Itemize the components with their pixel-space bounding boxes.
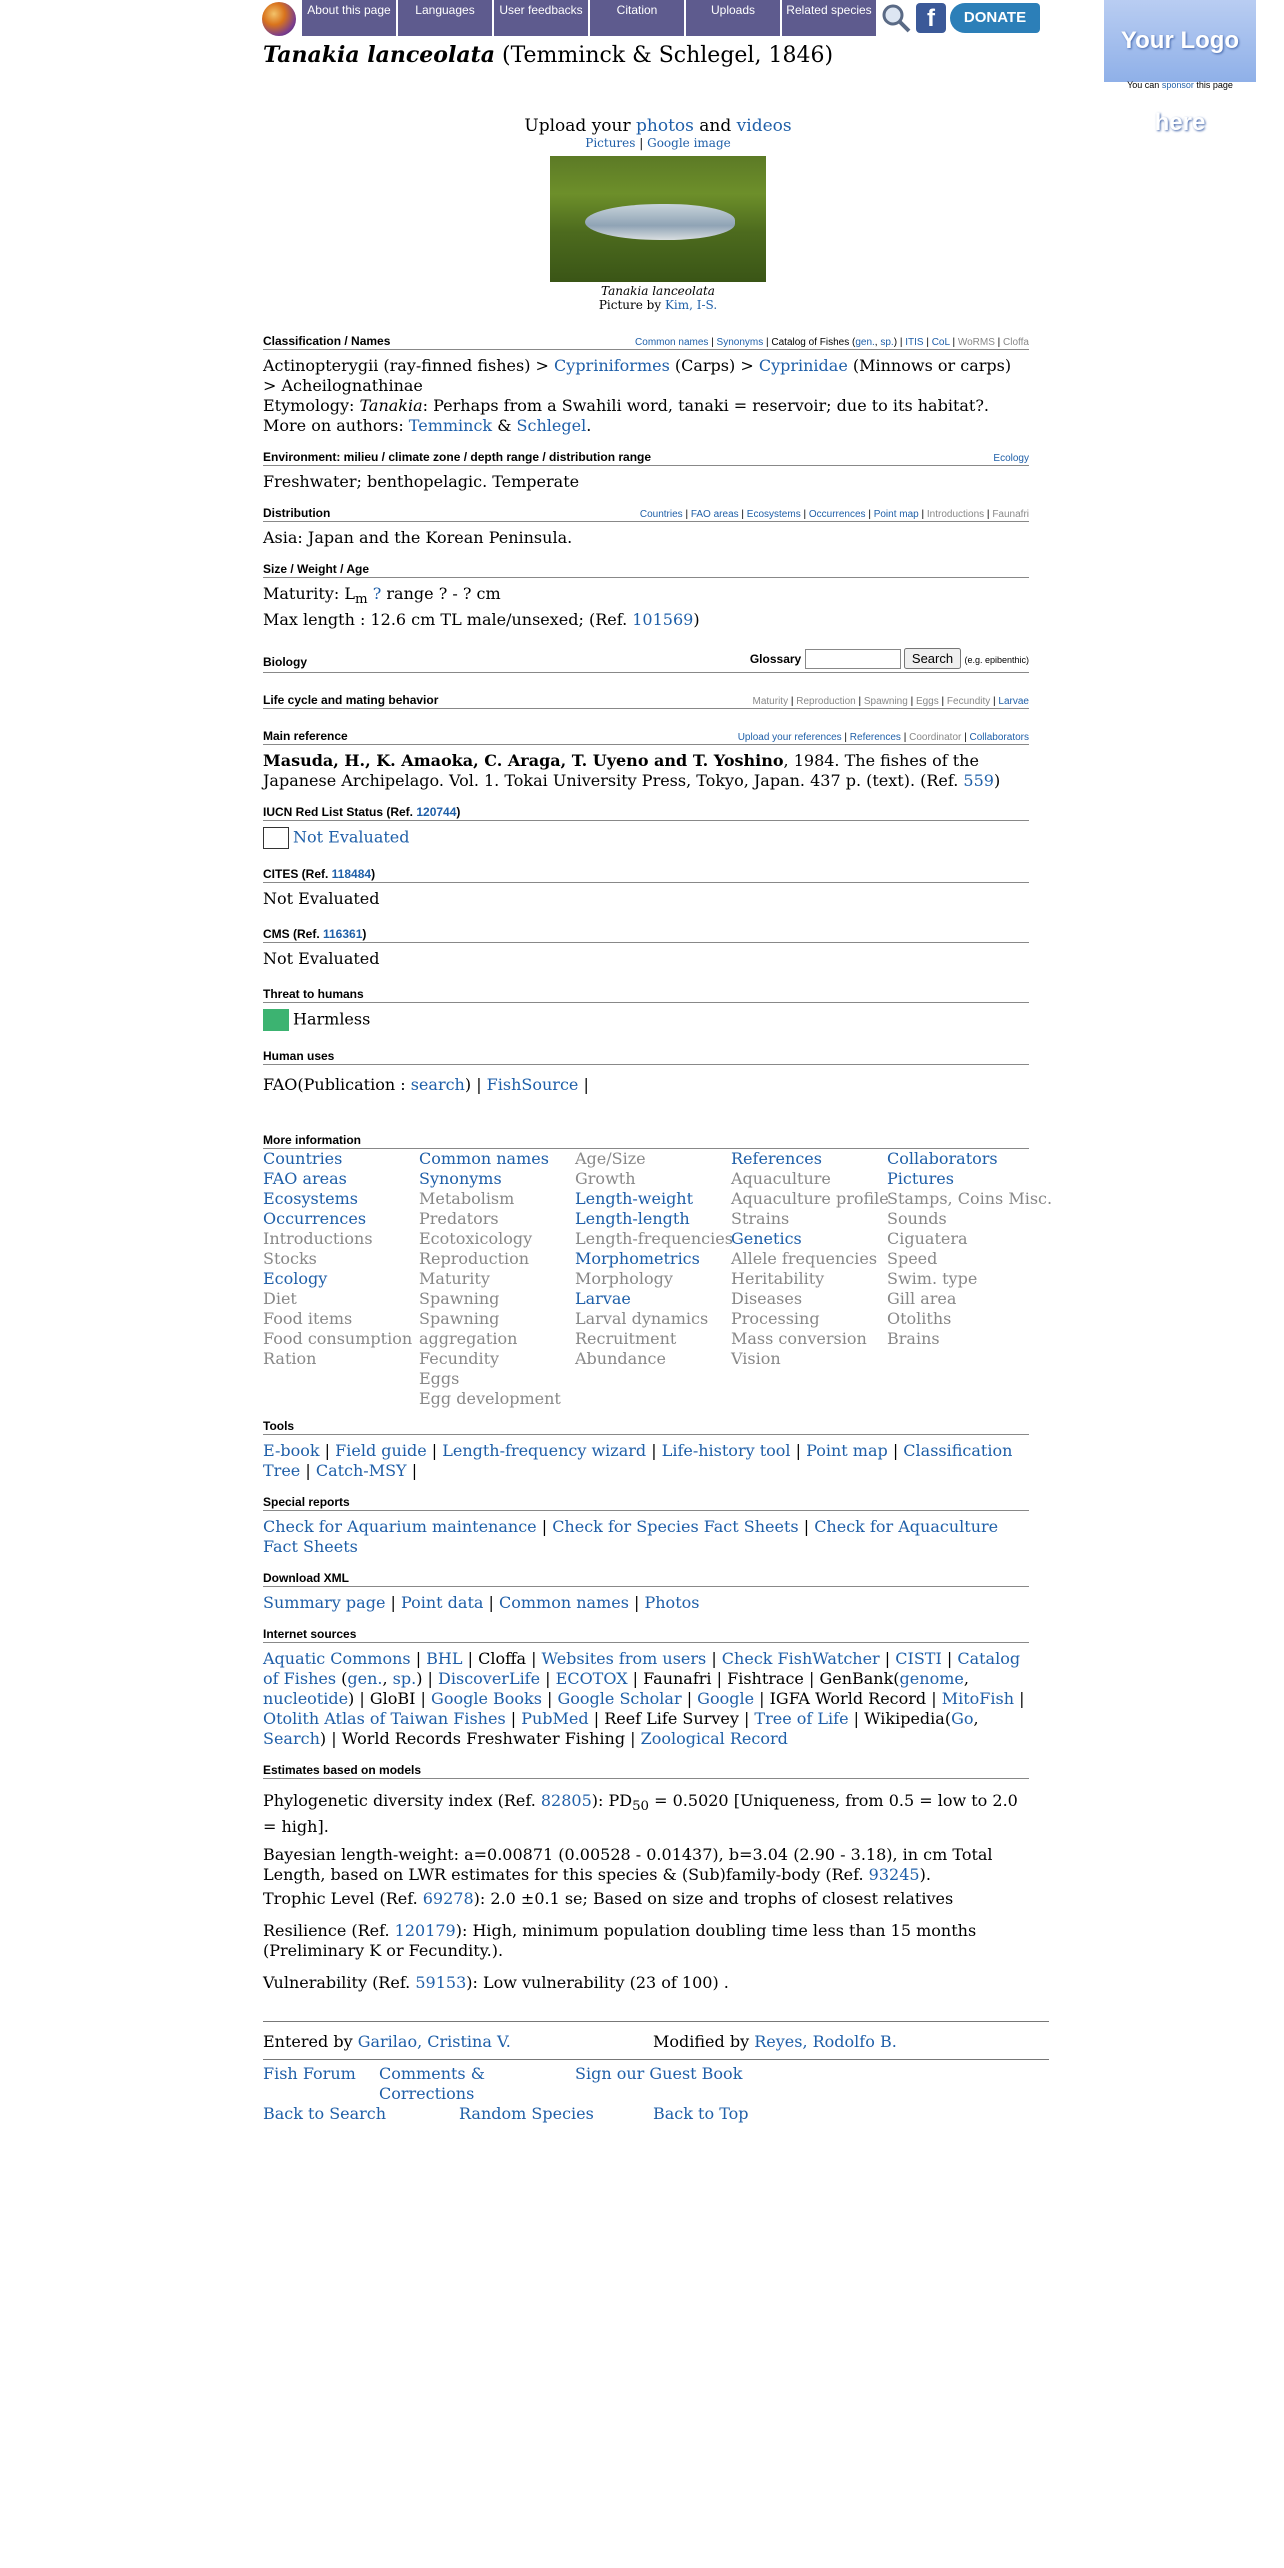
facebook-icon[interactable]: f [916,3,946,33]
author-temminck-link[interactable]: Temminck [408,416,493,435]
more-info-item: Spawning [419,1289,500,1309]
image-links: Pictures | Google image [585,136,731,150]
section-title: Special reports [263,1495,350,1510]
ref-link[interactable]: 82805 [540,1791,592,1811]
more-info-item: Age/Size [575,1149,646,1169]
occurrences-link[interactable]: Occurrences [808,509,866,520]
more-info-item[interactable]: Collaborators [887,1149,998,1169]
more-info-item: Otoliths [887,1309,952,1329]
more-info-item[interactable]: Common names [419,1149,549,1169]
common-names-xml-link[interactable]: Common names [498,1593,629,1613]
more-info-item: Diet [263,1289,297,1309]
catalog-sp-link[interactable]: sp. [880,337,894,348]
lifecycle-section: Life cycle and mating behavior Maturity | Reproduction | Spawning | Eggs | Fecundity | Larvae [263,693,1029,708]
bhl-link[interactable]: BHL [426,1649,463,1669]
google-scholar-link[interactable]: Google Scholar [557,1689,682,1709]
section-title: More information [263,1133,361,1148]
search-icon[interactable] [880,2,912,34]
catalog-sp-link[interactable]: sp. [392,1669,417,1689]
ref-link[interactable]: 69278 [422,1889,474,1909]
special-reports-section [263,1495,1029,1557]
iucn-section [263,805,1029,849]
more-info-item: Swim. type [887,1269,978,1289]
more-info-item: Metabolism [419,1189,515,1209]
itis-link[interactable]: ITIS [905,337,924,348]
more-info-item[interactable]: Morphometrics [575,1249,700,1269]
wikipedia-go-link[interactable]: Go [951,1709,974,1729]
cites-status: Not Evaluated [263,889,380,909]
fao-search-link[interactable]: search [410,1075,465,1095]
nav-uploads[interactable]: Uploads [686,0,780,36]
classification-text: Actinopterygii (ray-finned fishes) > Cypriniformes (Carps) > Cyprinidae (Minnows or carps) > Acheilognathinae Etymology: Tanakia: Perhaps from a Swahili word, tanaki = reservoir; due to its habitat?. More on authors: Temminck & Schlegel. [263,356,1012,435]
upload-prompt: Upload your photos and videos [524,116,792,136]
otolith-atlas-link[interactable]: Otolith Atlas of Taiwan Fishes [263,1709,506,1729]
more-info-item: Food consumption [263,1329,413,1349]
family-link[interactable]: Cyprinidae [758,356,848,375]
nav-languages[interactable]: Languages [398,0,492,36]
biology-section [263,648,1029,673]
more-info-item: Growth [575,1169,636,1189]
genbank-genome-link[interactable]: genome [899,1669,964,1689]
section-title: Distribution [263,506,331,520]
point-data-link[interactable]: Point data [400,1593,484,1613]
google-books-link[interactable]: Google Books [431,1689,542,1709]
nav-about[interactable]: About this page [302,0,396,36]
more-info-item: Ciguatera [887,1229,968,1249]
sponsor-logo[interactable]: Your Logo here [1104,0,1256,82]
section-title: Environment: milieu / climate zone / depth range / distribution range [263,450,652,464]
modified-by-link[interactable]: Reyes, Rodolfo B. [754,2032,897,2052]
sponsor-link[interactable]: sponsor [1161,80,1194,90]
section-title: Human uses [263,1049,335,1064]
section-title: Estimates based on models [263,1763,422,1778]
more-info-item: Strains [731,1209,790,1229]
distribution-text: Asia: Japan and the Korean Peninsula. [263,528,573,547]
page-title: Tanakia lanceolata (Temminck & Schlegel, 1846) [263,42,834,68]
more-info-column [263,1149,419,1409]
vulnerability: Vulnerability (Ref. 59153): Low vulnerability (23 of 100) . [263,1973,729,1993]
species-fact-sheets-link[interactable]: Check for Species Fact Sheets [552,1517,799,1537]
glossary-input[interactable] [805,649,901,669]
tree-of-life-link[interactable]: Tree of Life [754,1709,849,1729]
section-title: Main reference [263,729,348,744]
col-link[interactable]: CoL [931,337,950,348]
section-title: Tools [263,1419,295,1434]
section-title: Size / Weight / Age [263,562,370,576]
more-info-item: Ration [263,1349,317,1369]
species-photo[interactable] [550,156,766,282]
larvae-link[interactable]: Larvae [998,696,1029,708]
more-info-item: Stamps, Coins Misc. [887,1189,1053,1209]
iucn-status-box [263,827,289,849]
more-info-item[interactable]: Ecology [263,1269,328,1289]
common-names-link[interactable]: Common names [635,337,709,348]
aquarium-maintenance-link[interactable]: Check for Aquarium maintenance [263,1517,537,1537]
ref-link[interactable]: 559 [963,771,994,791]
back-to-search-link[interactable]: Back to Search [263,2104,387,2124]
environment-text: Freshwater; benthopelagic. Temperate [263,472,580,491]
more-info-item: Abundance [575,1349,666,1369]
more-info-item: Mass conversion [731,1329,867,1349]
fishsource-link[interactable]: FishSource [486,1075,579,1095]
ref-link[interactable]: 116361 [323,927,363,942]
more-info-item: Brains [887,1329,940,1349]
upload-videos-link[interactable]: videos [736,116,792,136]
size-text: Maturity: $L_m$ ? range ? - ? cm Max length : 12.6 cm TL male/unsexed; (Ref. 101569) [263,584,700,630]
download-xml-links: Summary page | Point data | Common names | Photos [263,1593,700,1613]
ref-link[interactable]: 118484 [331,867,372,882]
zoological-record-link[interactable]: Zoological Record [640,1729,788,1749]
more-info-item: Processing [731,1309,820,1329]
collaborators-link[interactable]: Collaborators [969,732,1029,744]
more-info-item: Eggs [419,1369,460,1389]
glossary-search-button[interactable]: Search [904,648,961,669]
more-info-item: Sounds [887,1209,947,1229]
section-title: Threat to humans [263,987,364,1002]
entered-by-link[interactable]: Garilao, Cristina V. [357,2032,511,2052]
more-info-item[interactable]: Pictures [887,1169,954,1189]
discoverlife-link[interactable]: DiscoverLife [438,1669,541,1689]
ref-link[interactable]: 120179 [394,1921,456,1941]
more-info-item: Food items [263,1309,353,1329]
more-info-item[interactable]: Synonyms [419,1169,502,1189]
distribution-section: Distribution Countries | FAO areas | Ecosystems | Occurrences | Point map | Introductions | Faunafri Asia: Japan and the Korean Peninsula. [263,506,1029,547]
environment-section [263,450,1029,492]
more-info-item: Fecundity [419,1349,500,1369]
classification-tree-link[interactable]: Classification Tree [263,1441,1013,1481]
ecosystems-link[interactable]: Ecosystems [746,509,801,520]
more-info-column [419,1149,575,1409]
section-title: Life cycle and mating behavior [263,693,439,708]
more-info-item: Speed [887,1249,938,1269]
catch-msy-link[interactable]: Catch-MSY [315,1461,407,1481]
more-information-section [263,1133,1053,1409]
cms-status: Not Evaluated [263,949,380,969]
more-info-item: Allele frequencies [731,1249,878,1269]
more-info-item: Maturity [419,1269,490,1289]
more-info-item[interactable]: Length-weight [575,1189,694,1209]
sponsor-note: You can sponsor this page [1127,80,1233,90]
photos-link[interactable]: Photos [644,1593,700,1613]
aquaculture-fact-sheets-link[interactable]: Check for Aquaculture Fact Sheets [263,1517,999,1557]
section-title: IUCN Red List Status (Ref. 120744) [263,805,461,820]
more-info-item: Larval dynamics [575,1309,709,1329]
more-info-item: Introductions [263,1229,373,1249]
ref-link[interactable]: 101569 [632,610,694,630]
section-title: Classification / Names [263,334,391,348]
point-map-link[interactable]: Point map [873,509,919,520]
more-info-item: Heritability [731,1269,825,1289]
bayesian-length-weight: Bayesian length-weight: a=0.00871 (0.00528 - 0.01437), b=3.04 (2.90 - 3.18), in cm Total Length, based on LWR estimates for this species & (Sub)family-body (Ref. 93245). [263,1845,993,1885]
ecotox-link[interactable]: ECOTOX [555,1669,628,1689]
catalog-gen-link[interactable]: gen. [347,1669,383,1689]
more-info-item[interactable]: Larvae [575,1289,631,1309]
more-info-item[interactable]: Ecosystems [263,1189,359,1209]
more-info-item[interactable]: FAO areas [263,1169,347,1189]
harmless-indicator [263,1009,289,1031]
section-title: CITES (Ref. 118484) [263,867,376,882]
cms-section [263,927,1029,969]
references-link[interactable]: References [849,732,901,744]
more-info-item: Recruitment [575,1329,677,1349]
more-info-item[interactable]: Occurrences [263,1209,367,1229]
catalog-gen-link[interactable]: gen. [855,337,875,348]
guest-book-link[interactable]: Sign our Guest Book [575,2064,743,2084]
ref-link[interactable]: 93245 [868,1865,920,1885]
more-info-item: Vision [731,1349,781,1369]
ref-link[interactable]: 120744 [416,805,457,820]
section-title: CMS (Ref. 116361) [263,927,367,942]
top-nav [262,0,1040,36]
upload-references-link[interactable]: Upload your references [737,732,842,744]
section-title: Download XML [263,1571,349,1586]
comments-corrections-link[interactable]: Comments & Corrections [379,2064,485,2104]
google-link[interactable]: Google [697,1689,755,1709]
main-reference-text: Masuda, H., K. Amaoka, C. Araga, T. Uyeno and T. Yoshino, 1984. The fishes of the Japanese Archipelago. Vol. 1. Tokai University Press, Tokyo, Japan. 437 p. (text). (Ref. 559) [263,751,1001,791]
more-info-item: Egg development [419,1389,561,1409]
websites-from-users-link[interactable]: Websites from users [541,1649,707,1669]
nav-related-species[interactable]: Related species [782,0,876,36]
human-uses-text: FAO(Publication : search) | FishSource | [263,1075,589,1095]
synonyms-link[interactable]: Synonyms [716,337,764,348]
more-info-item: Aquaculture [731,1169,831,1189]
more-information-grid [263,1149,1053,1409]
cisti-link[interactable]: CISTI [895,1649,942,1669]
more-info-item: Ecotoxicology [419,1229,533,1249]
google-image-link[interactable]: Google image [647,136,731,150]
upload-photos-link[interactable]: photos [636,116,694,136]
tools-section [263,1419,1029,1481]
internet-sources-section [263,1627,1029,1749]
trophic-level: Trophic Level (Ref. 69278): 2.0 ±0.1 se; Based on size and trophs of closest relatives [263,1889,954,1909]
ref-link[interactable]: 59153 [415,1973,467,1993]
pictures-link[interactable]: Pictures [585,136,636,150]
more-info-item: Stocks [263,1249,317,1269]
author-schlegel-link[interactable]: Schlegel [516,416,587,435]
more-info-item[interactable]: Genetics [731,1229,802,1249]
pubmed-link[interactable]: PubMed [521,1709,589,1729]
photo-credit: Picture by Kim, I-S. [598,298,718,312]
more-info-column [575,1149,731,1409]
size-section [263,562,1029,630]
ebook-link[interactable]: E-book [263,1441,320,1461]
classification-section: Classification / Names Common names | Synonyms | Catalog of Fishes (gen., sp.) | ITIS | CoL | WoRMS | Cloffa Actinopterygii (ray-finned fishes) > Cypriniformes (Carps) > Cyprinidae (Minnows or carps) > Acheilognathinae Etymology: Tanakia: Perhaps from a Swahili word, tanaki = reservoir; due to its habitat?. More on authors: Temminck & Schlegel. [263,334,1029,435]
more-info-item: Gill area [887,1289,957,1309]
footer [263,2021,1049,2124]
random-species-link[interactable]: Random Species [459,2104,594,2124]
summary-page-link[interactable]: Summary page [263,1593,386,1613]
resilience: Resilience (Ref. 120179): High, minimum population doubling time less than 15 months (Preliminary K or Fecundity.). [263,1921,977,1961]
more-info-item: Morphology [575,1269,673,1289]
download-xml-section [263,1571,1029,1613]
wikipedia-search-link[interactable]: Search [263,1729,320,1749]
nav-user-feedbacks[interactable]: User feedbacks [494,0,588,36]
more-info-item: Aquaculture profile [731,1189,889,1209]
cites-section [263,867,1029,909]
length-frequency-wizard-link[interactable]: Length-frequency wizard [442,1441,647,1461]
back-to-top-link[interactable]: Back to Top [653,2104,749,2124]
ecology-link[interactable]: Ecology [993,453,1029,464]
more-info-item[interactable]: Length-length [575,1209,690,1229]
check-fishwatcher-link[interactable]: Check FishWatcher [721,1649,880,1669]
more-info-item[interactable]: References [731,1149,822,1169]
internet-sources-links: Aquatic Commons | BHL | Cloffa | Websites from users | Check FishWatcher | CISTI | Catalog of Fishes (gen., sp.) | DiscoverLife | ECOTOX | Faunafri | Fishtrace | GenBank(genome, nucleotide) | GloBI | Google Books | Google Scholar | Google | IGFA World Record | MitoFish | Otolith Atlas of Taiwan Fishes | PubMed | Reef Life Survey | Tree of Life | Wikipedia(Go, Search) | World Records Freshwater Fishing | Zoological Record [263,1649,1025,1749]
threat-section [263,987,1029,1031]
fishbase-globe-icon[interactable] [262,2,296,36]
field-guide-link[interactable]: Field guide [335,1441,427,1461]
estimates-section [263,1763,1029,1993]
human-uses-section [263,1049,1029,1095]
glossary-search: Glossary Search (e.g. epibenthic) [750,648,1029,669]
mitofish-link[interactable]: MitoFish [941,1689,1015,1709]
donate-button[interactable]: DONATE [950,3,1040,33]
life-history-tool-link[interactable]: Life-history tool [661,1441,791,1461]
more-info-column [731,1149,887,1409]
more-info-column [887,1149,1053,1409]
more-info-item: Diseases [731,1289,803,1309]
aquatic-commons-link[interactable]: Aquatic Commons [263,1649,411,1669]
fish-forum-link[interactable]: Fish Forum [263,2064,356,2084]
more-info-item: Length-frequencies [575,1229,733,1249]
countries-link[interactable]: Countries [639,509,683,520]
more-info-item: Spawning [419,1309,500,1329]
main-reference-section: Main reference Upload your references | References | Coordinator | Collaborators Masuda, H., K. Amaoka, C. Araga, T. Uyeno and T. Yoshino, 1984. The fishes of the Japanese Archipelago. Vol. 1. Tokai University Press, Tokyo, Japan. 437 p. (text). (Ref. 559) [263,729,1029,791]
more-info-item[interactable]: Countries [263,1149,343,1169]
footer-links [263,2059,1049,2124]
iucn-status-link[interactable]: Not Evaluated [293,827,410,847]
special-reports-links: Check for Aquarium maintenance | Check for Species Fact Sheets | Check for Aquaculture Fact Sheets [263,1517,999,1557]
section-title: Internet sources [263,1627,357,1642]
more-info-item: Reproduction [419,1249,530,1269]
genbank-nucleotide-link[interactable]: nucleotide [263,1689,349,1709]
footer-credits: Entered by Garilao, Cristina V. Modified by Reyes, Rodolfo B. [263,2032,897,2052]
more-info-item: Predators [419,1209,499,1229]
more-info-item: aggregation [419,1329,518,1349]
catalog-of-fishes-link[interactable]: Catalog of Fishes [263,1649,1021,1689]
order-link[interactable]: Cypriniformes [554,356,670,375]
section-title: Biology [263,655,307,670]
threat-status: Harmless [293,1009,371,1029]
nav-citation[interactable]: Citation [590,0,684,36]
maturity-help-link[interactable]: ? [367,584,382,603]
fish-image [585,204,735,240]
point-map-link[interactable]: Point map [806,1441,888,1461]
tools-links: E-book | Field guide | Length-frequency wizard | Life-history tool | Point map | Classification Tree | Catch-MSY | [263,1441,1013,1481]
fao-areas-link[interactable]: FAO areas [690,509,739,520]
phylogenetic-diversity: Phylogenetic diversity index (Ref. 82805): $PD_{50} = 0.5020$ [Uniqueness, from 0.5 = low to 2.0 = high]. [263,1791,1018,1837]
photographer-link[interactable]: Kim, I-S. [664,298,718,312]
photo-caption: Tanakia lanceolata [601,284,715,298]
